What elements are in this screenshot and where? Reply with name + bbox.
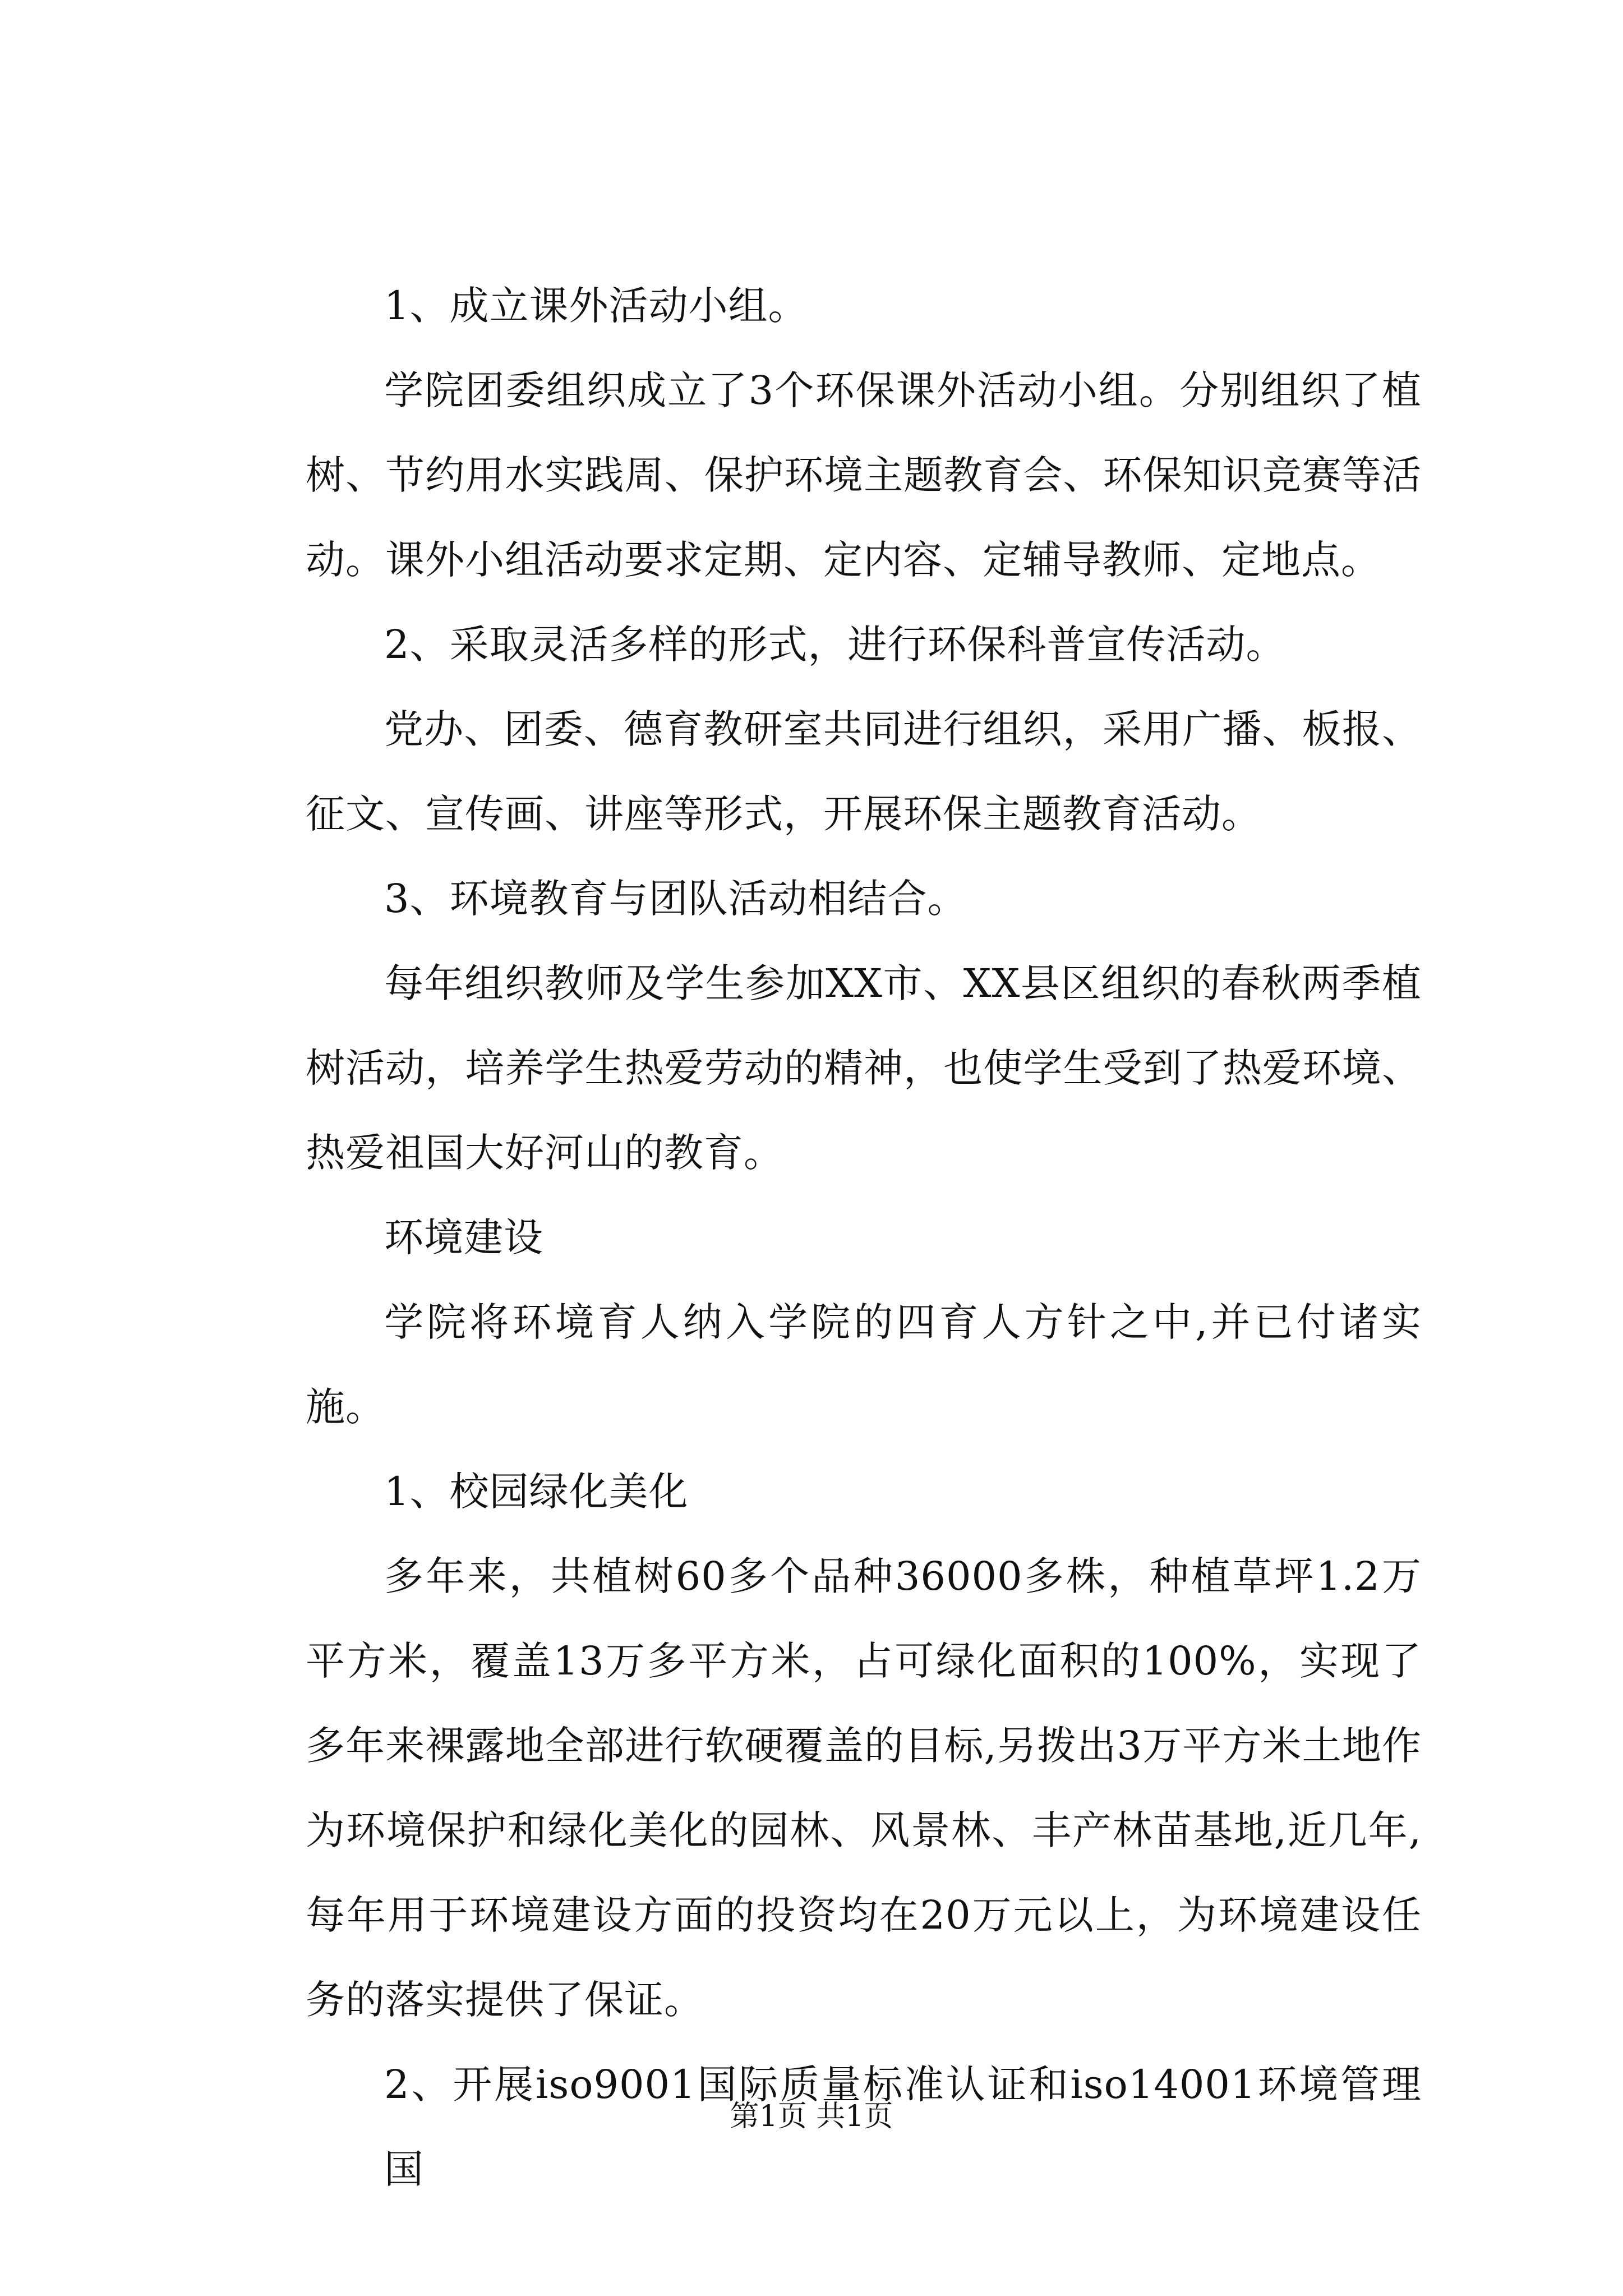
paragraph-body-4: 学院将环境育人纳入学院的四育人方针之中,并已付诸实施。 [306, 1299, 1422, 1430]
paragraph-heading-1: 1、成立课外活动小组。 [384, 283, 808, 329]
paragraph-heading-3: 3、环境教育与团队活动相结合。 [384, 876, 967, 922]
paragraph-heading-4: 1、校园绿化美化 [384, 1469, 689, 1515]
paragraph-body-1: 学院团委组织成立了3个环保课外活动小组。分别组织了植树、节约用水实践周、保护环境主题教育会、环保知识竞赛等活动。课外小组活动要求定期、定内容、定辅导教师、定地点。 [306, 367, 1422, 583]
section-title-environment: 环境建设 [384, 1214, 543, 1260]
paragraph-body-5: 多年来，共植树60多个品种36000多株，种植草坪1.2万平方米，覆盖13万多平方米，占可绿化面积的100%，实现了多年来裸露地全部进行软硬覆盖的目标,另拨出3万平方米土地作为环境保护和绿化美化的园林、风景林、丰产林苗基地,近几年,每年用于环境建设方面的投资均在20万元以上，为环境建设任务的落实提供了保证。 [306, 1553, 1422, 2023]
paragraph-body-3: 每年组织教师及学生参加XX市、XX县区组织的春秋两季植树活动，培养学生热爱劳动的精神，也使学生受到了热爱环境、热爱祖国大好河山的教育。 [306, 960, 1422, 1176]
page-footer: 第1页 共1页 [730, 2100, 893, 2133]
paragraph-heading-5: 2、开展iso9001国际质量标准认证和iso14001环境管理国 [384, 2062, 1422, 2192]
document-body [306, 264, 1422, 2212]
paragraph-heading-2: 2、采取灵活多样的形式，进行环保科普宣传活动。 [384, 622, 1286, 668]
paragraph-body-2: 党办、团委、德育教研室共同进行组织，采用广播、板报、征文、宣传画、讲座等形式，开展环保主题教育活动。 [306, 706, 1422, 837]
